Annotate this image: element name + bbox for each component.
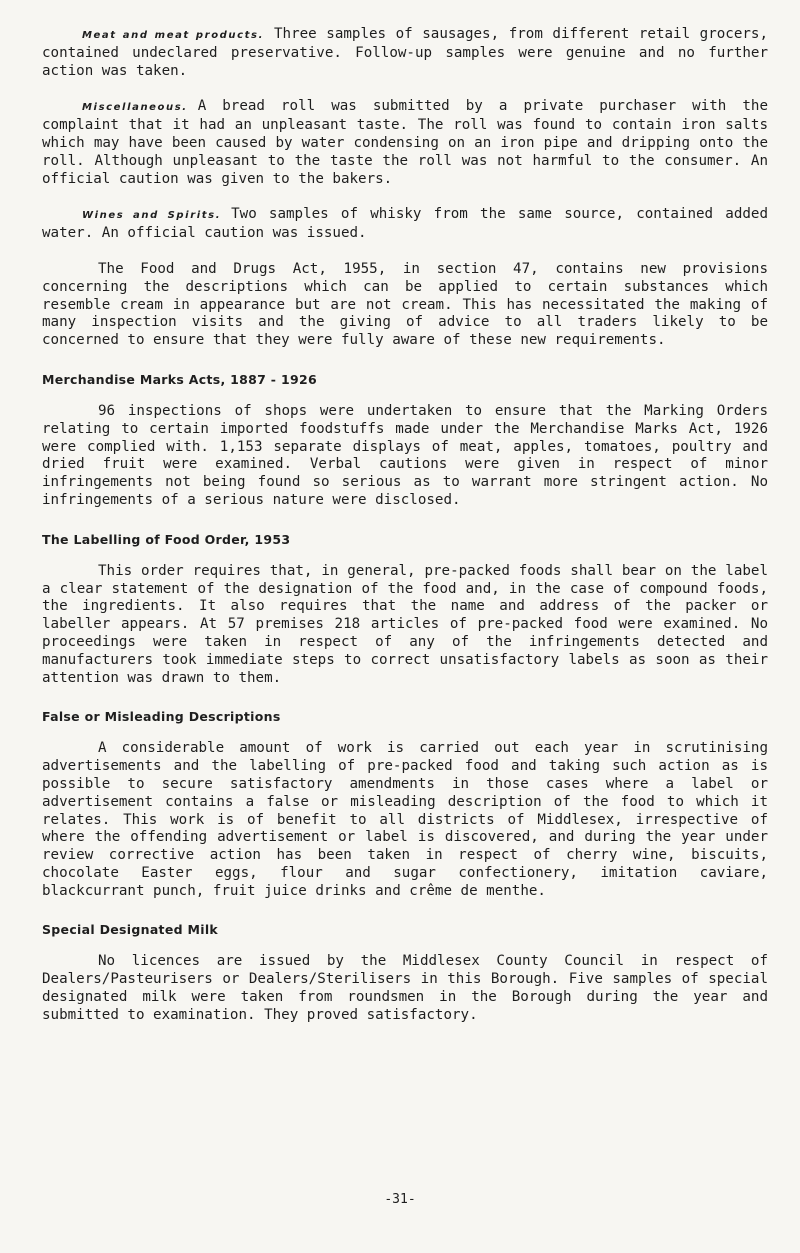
meat-products-paragraph — [42, 26, 768, 80]
miscellaneous-label: Miscellaneous. — [82, 102, 188, 114]
meat-products-text: Three samples of sausages, from different retail grocers, contained undeclared preservative. Follow-up samples were genuine and no further action was taken. — [42, 26, 768, 79]
wines-spirits-label: Wines and Spirits. — [82, 210, 222, 222]
food-drugs-act-paragraph: The Food and Drugs Act, 1955, in section 47, contains new provisions concerning the descriptions which can be applied to certain substances which resemble cream in appearance but are not cream. This has necessitated the making of many inspection visits and the giving of advice to all traders likely to be concerned to ensure that they were fully aware of these new requirements. — [42, 260, 768, 349]
section-text-labelling-order: This order requires that, in general, pre-packed foods shall bear on the label a clear statement of the designation of the food and, in the case of compound foods, the ingredients. It also requires that the name and address of the packer or labeller appears. At 57 premises 218 articles of pre-packed food were examined. No proceedings were taken in respect of any of the infringements detected and manufacturers took immediate steps to correct unsatisfactory labels as soon as their attention was drawn to them. — [42, 562, 768, 686]
document-page — [42, 26, 768, 1025]
miscellaneous-text: A bread roll was submitted by a private purchaser with the complaint that it had an unpleasant taste. The roll was found to contain iron salts which may have been caused by water condensing on an iron pipe and dripping onto the roll. Although unpleasant to the taste the roll was not harmful to the consumer. An official caution was given to the bakers. — [42, 98, 768, 187]
wines-spirits-paragraph — [42, 206, 768, 243]
page-number: -31- — [384, 1192, 416, 1207]
section-text-special-milk: No licences are issued by the Middlesex County Council in respect of Dealers/Pasteurisers or Dealers/Sterilisers in this Borough. Five samples of special designated milk were taken from roundsmen in the Borough during the year and submitted to examination. They proved satisfactory. — [42, 953, 768, 1023]
section-text-merchandise-marks: 96 inspections of shops were undertaken to ensure that the Marking Orders relating to certain imported foodstuffs made under the Merchandise Marks Act, 1926 were complied with. 1,153 separate displays of meat, apples, tomatoes, poultry and dried fruit were examined. Verbal cautions were given in respect of minor infringements not being found so serious as to warrant more stringent action. No infringements of a serious nature were disclosed. — [42, 402, 768, 508]
section-heading-special-milk: Special Designated Milk — [42, 922, 219, 938]
section-heading-merchandise-marks: Merchandise Marks Acts, 1887 - 1926 — [42, 371, 317, 387]
section-heading-false-descriptions: False or Misleading Descriptions — [42, 709, 281, 725]
miscellaneous-paragraph — [42, 98, 768, 188]
section-text-false-descriptions: A considerable amount of work is carried out each year in scrutinising advertisements and the labelling of pre-packed food and taking such action as is possible to secure satisfactory amendments in those cases where a label or advertisement contains a false or misleading description of the food to which it relates. This work is of benefit to all districts of Middlesex, irrespective of where the offending advertisement or label is discovered, and during the year under review corrective action has been taken in respect of cherry wine, biscuits, chocolate Easter eggs, flour and sugar confectionery, imitation caviare, blackcurrant punch, fruit juice drinks and crême de menthe. — [42, 740, 768, 899]
meat-products-label: Meat and meat products. — [82, 30, 265, 41]
section-heading-labelling-order: The Labelling of Food Order, 1953 — [42, 531, 291, 547]
wines-spirits-text: Two samples of whisky from the same source, contained added water. An official caution was issued. — [42, 206, 768, 242]
